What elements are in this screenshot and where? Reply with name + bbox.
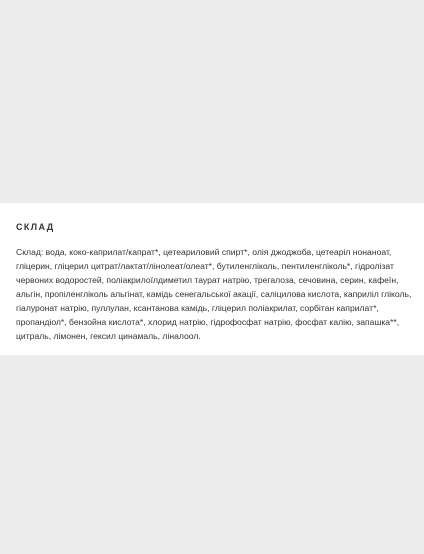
composition-heading: СКЛАД [16, 222, 55, 232]
composition-panel [0, 203, 424, 355]
composition-text: Склад: вода, коко-каприлат/капрат*, цетеариловий спирт*, олія джоджоба, цетеаріл нонаноат, гліцерин, гліцерил цитрат/лактат/лінолеат/олеат*, бутиленгліколь, пентиленгліколь*, гідролізат червоних водоростей, поліакрилоїлдиметил таурат натрію, трегалоза, сечовина, серин, кафеїн, альгін, пропіленгліколь альгінат, камідь сенегальської акації, саліцилова кислота, каприліл гліколь, гіалуронат натрію, пуллулан, ксантанова камідь, гліцерил поліакрилат, сорбітан каприлат*, пропандіол*, бензойна кислота*, хлорид натрію, гідрофосфат натрію, фосфат калію, запашка**, цитраль, лімонен, гексил цинамаль, ліналоол. [16, 247, 412, 341]
